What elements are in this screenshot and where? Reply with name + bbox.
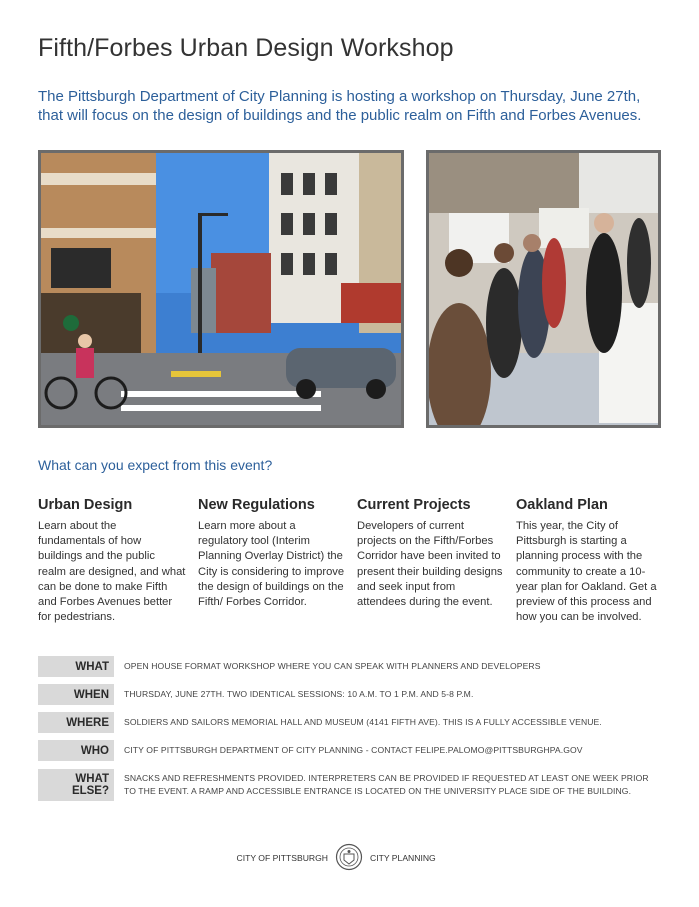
workshop-photo [426, 150, 661, 428]
street-photo [38, 150, 404, 428]
detail-label: WHAT ELSE? [38, 769, 114, 801]
detail-label: WHAT [38, 656, 114, 677]
column-current-projects [357, 497, 505, 610]
detail-text: SOLDIERS AND SAILORS MEMORIAL HALL AND MUSEUM (4141 FIFTH AVE). THIS IS A FULLY ACCESSIBLE VENUE. [124, 717, 602, 727]
column-title: Oakland Plan [516, 497, 608, 513]
column-title: New Regulations [198, 497, 315, 513]
detail-label: WHERE [38, 712, 114, 733]
column-new-regulations [198, 497, 346, 610]
detail-row-where [38, 712, 654, 733]
column-title: Urban Design [38, 497, 133, 513]
detail-row-what-else [38, 769, 654, 801]
city-seal-icon [335, 843, 363, 871]
footer [0, 843, 699, 871]
footer-department: CITY PLANNING [370, 853, 436, 863]
column-title: Current Projects [357, 497, 471, 513]
column-body: This year, the City of Pittsburgh is starting a planning process with the community to create a 10-year plan for Oakland. Get a preview of this process and how you can be involved. [516, 520, 657, 624]
column-body: Developers of current projects on the Fifth/Forbes Corridor have been invited to present their building designs and seek input from attendees during the event. [357, 520, 503, 609]
detail-row-what [38, 656, 654, 677]
expect-heading: What can you expect from this event? [38, 457, 273, 473]
detail-text: CITY OF PITTSBURGH DEPARTMENT OF CITY PLANNING - CONTACT FELIPE.PALOMO@PITTSBURGHPA.GOV [124, 745, 583, 755]
footer-city-name: CITY OF PITTSBURGH [236, 853, 328, 863]
detail-row-who [38, 740, 654, 761]
detail-text: SNACKS AND REFRESHMENTS PROVIDED. INTERPRETERS CAN BE PROVIDED IF REQUESTED AT LEAST ONE WEEK PRIOR TO THE EVENT. A RAMP AND ACCESSIBLE ENTRANCE IS LOCATED ON THE UNIVERSITY PLACE SIDE OF THE BUILDING. [124, 773, 649, 796]
column-body: Learn about the fundamentals of how buildings and the public realm are designed, and what can be done to make Fifth and Forbes Avenues better for pedestrians. [38, 520, 186, 624]
column-oakland-plan [516, 497, 662, 625]
column-urban-design [38, 497, 186, 625]
detail-text: THURSDAY, JUNE 27TH. TWO IDENTICAL SESSIONS: 10 A.M. TO 1 P.M. AND 5-8 P.M. [124, 689, 474, 699]
column-body: Learn more about a regulatory tool (Interim Planning Overlay District) the City is considering to improve the design of buildings on the Fifth/ Forbes Corridor. [198, 520, 345, 609]
detail-text: OPEN HOUSE FORMAT WORKSHOP WHERE YOU CAN SPEAK WITH PLANNERS AND DEVELOPERS [124, 661, 541, 671]
page-title: Fifth/Forbes Urban Design Workshop [38, 34, 454, 62]
detail-row-when [38, 684, 654, 705]
detail-label: WHEN [38, 684, 114, 705]
detail-label: WHO [38, 740, 114, 761]
intro-paragraph: The Pittsburgh Department of City Planning is hosting a workshop on Thursday, June 27th, that will focus on the design of buildings and the public realm on Fifth and Forbes Avenues. [38, 88, 642, 124]
